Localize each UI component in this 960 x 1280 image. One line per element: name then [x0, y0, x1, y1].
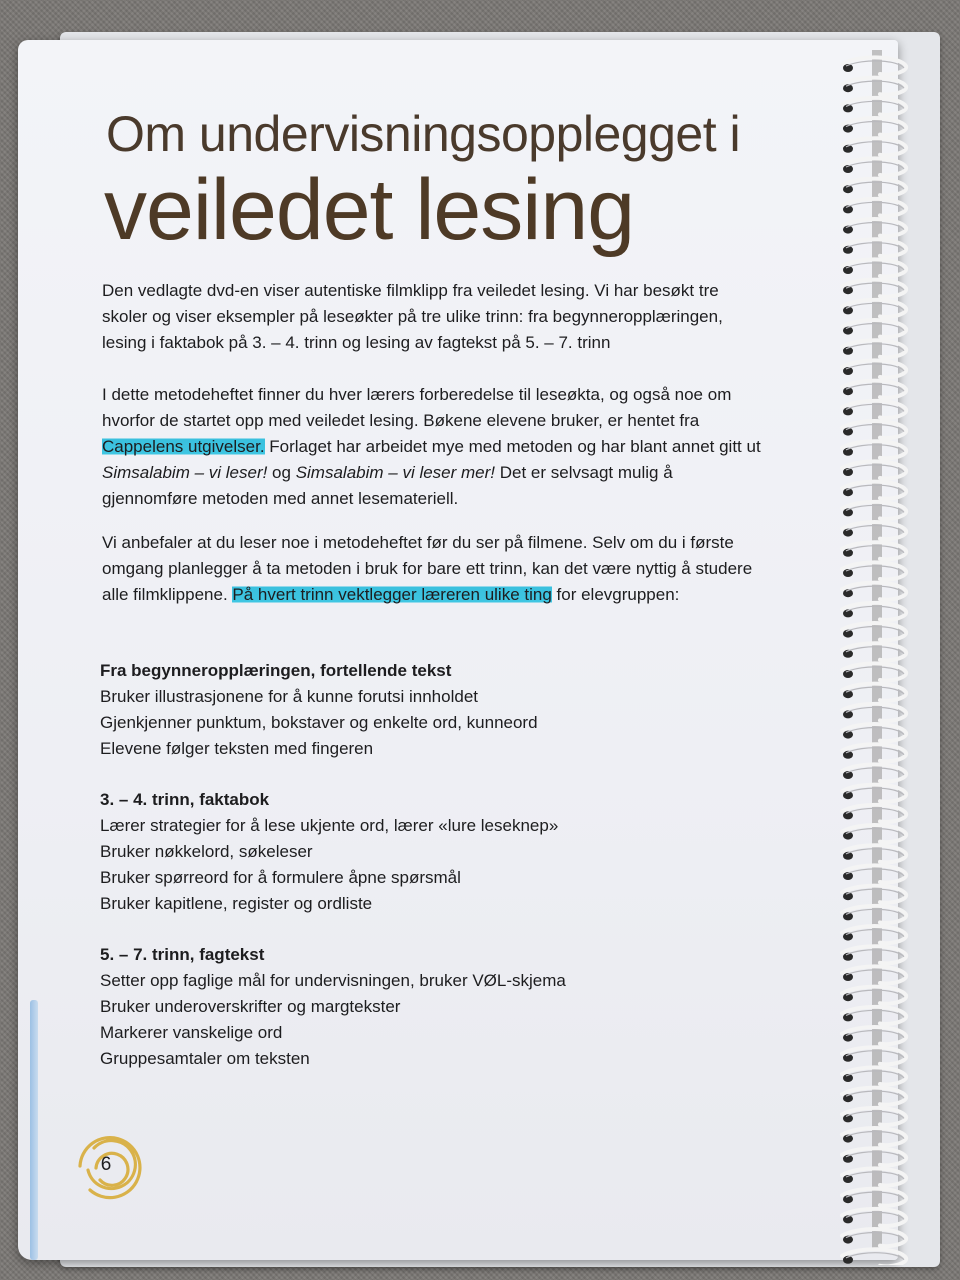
page-blue-edge [30, 1000, 38, 1260]
section-line: Bruker kapitlene, register og ordliste [100, 894, 373, 913]
paragraph-intro: Den vedlagte dvd-en viser autentiske filmklipp fra veiledet lesing. Vi har besøkt tre skoler og viser eksempler på leseøkter på tre ulike trinn: fra begynneropplæringen, lesing i faktabok på 3. – 4. trinn og lesing av fagtekst på 5. – 7. trinn [102, 281, 723, 352]
section-5-7-trinn [100, 942, 760, 1072]
page-title-line2: veiledet lesing [104, 162, 635, 258]
paragraph-method-text-3: Det er selvsagt mulig å gjennomføre metoden med annet lesemateriell. [102, 463, 673, 508]
section-line: Bruker spørreord for å formulere åpne spørsmål [100, 868, 461, 887]
section-heading: 5. – 7. trinn, fagtekst [100, 945, 265, 964]
section-heading: 3. – 4. trinn, faktabok [100, 790, 270, 809]
highlight-hvert-trinn: På hvert trinn vektlegger læreren ulike ting [232, 585, 552, 604]
section-line: Bruker nøkkelord, søkeleser [100, 842, 313, 861]
page-title-line1: Om undervisningsopplegget i [106, 106, 741, 162]
paragraph-method-og: og [267, 463, 296, 482]
paragraph-recommend-text-2: for elevgruppen: [551, 585, 680, 604]
spiral-coil-shade [846, 1253, 904, 1260]
section-line: Bruker illustrasjonene for å kunne forutsi innholdet [100, 687, 478, 706]
section-3-4-trinn [100, 787, 760, 917]
paragraph-method [102, 382, 762, 512]
section-line: Bruker underoverskrifter og margtekster [100, 997, 401, 1016]
paragraph-method-text-1: I dette metodeheftet finner du hver lærers forberedelse til leseøkta, og også noe om hvorfor de startet opp med veiledet lesing. Bøkene elevene bruker, er hentet fra [102, 385, 732, 430]
section-line: Markerer vanskelige ord [100, 1023, 283, 1042]
paragraph-method-text-2: Forlaget har arbeidet mye med metoden og har blant annet gitt ut [264, 437, 761, 456]
section-heading: Fra begynneropplæringen, fortellende tekst [100, 661, 452, 680]
section-line: Gjenkjenner punktum, bokstaver og enkelte ord, kunneord [100, 713, 538, 732]
section-line: Setter opp faglige mål for undervisningen, bruker VØL-skjema [100, 971, 566, 990]
spiral-spine [872, 50, 882, 1250]
paragraph-recommend-text-1: Vi anbefaler at du leser noe i metodeheftet før du ser på filmene. Selv om du i første omgang planlegger å ta metoden i bruk for bare ett trinn, kan det være nyttig å studere alle filmklippene. [102, 533, 753, 604]
page-number: 6 [100, 1154, 112, 1175]
section-line: Elevene følger teksten med fingeren [100, 739, 374, 758]
paragraph-recommend [102, 530, 762, 608]
book-title-simsalabim-2: Simsalabim – vi leser mer! [295, 463, 496, 482]
section-line: Gruppesamtaler om teksten [100, 1049, 310, 1068]
book-title-simsalabim-1: Simsalabim – vi leser! [102, 463, 268, 482]
spiral-binding [820, 40, 930, 1265]
section-begynneropplaering [100, 658, 760, 762]
section-line: Lærer strategier for å lese ukjente ord, lærer «lure leseknep» [100, 816, 559, 835]
highlight-cappelens: Cappelens utgivelser. [102, 437, 265, 456]
